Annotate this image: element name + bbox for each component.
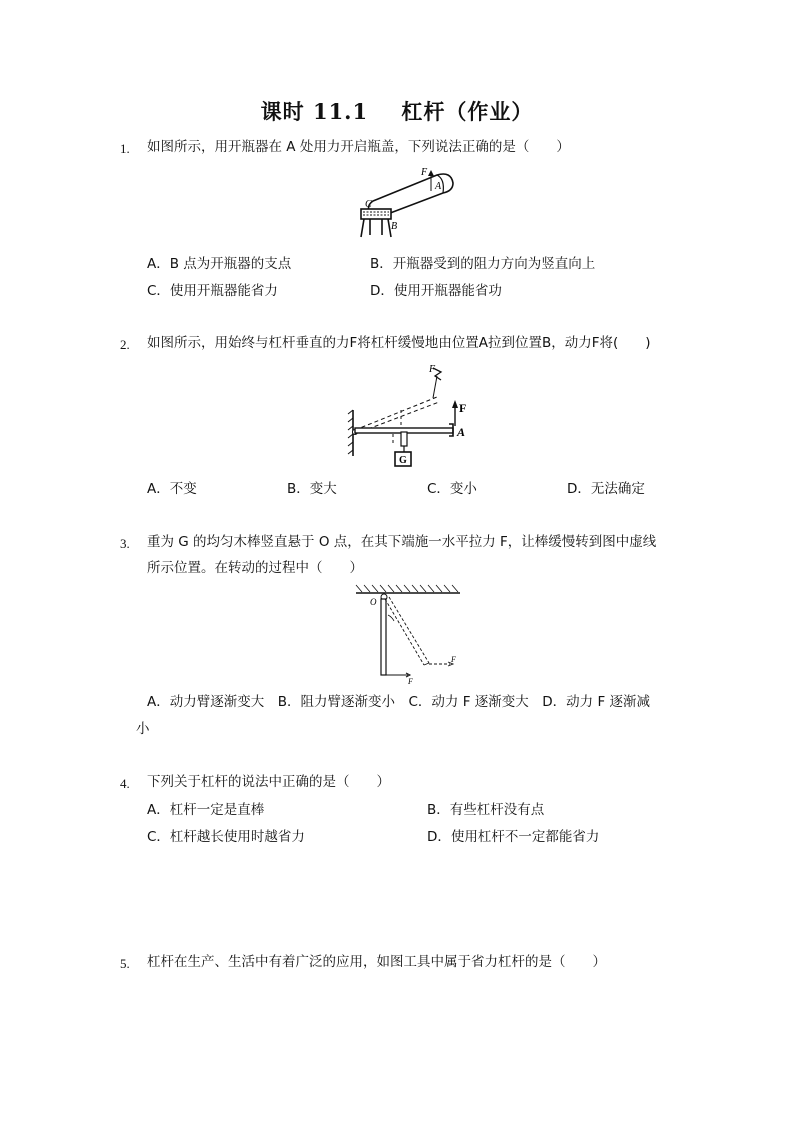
question-2-stem: 如图所示，用始终与杠杆垂直的力F将杠杆缓慢地由位置A拉到位置B，动力F将( ): [147, 335, 651, 351]
label-f-right-q3: F: [451, 655, 456, 664]
label-f-top-q2: F: [429, 364, 436, 375]
question-5-number: 5.: [120, 956, 130, 971]
bottle-opener-figure: [355, 165, 465, 245]
q4-option-d[interactable]: D．使用杠杆不一定都能省力: [427, 829, 600, 845]
question-3-stem-line1: 重为 G 的均匀木棒竖直悬于 O 点，在其下端施一水平拉力 F，让棒缓慢转到图中虚线: [147, 534, 657, 550]
lever-rotation-figure: [345, 362, 470, 472]
q3-options-line2: 小: [136, 721, 150, 737]
label-a-q2: A: [457, 425, 466, 439]
question-1-stem: 如图所示，用开瓶器在 A 处用力开启瓶盖，下列说法正确的是（ ）: [147, 139, 570, 155]
q1-option-b[interactable]: B．开瓶器受到的阻力方向为竖直向上: [370, 256, 596, 272]
label-f-bottom-q3: F: [408, 677, 413, 686]
label-a-q1: A: [435, 181, 442, 192]
q1-option-a[interactable]: A．B 点为开瓶器的支点: [147, 256, 292, 272]
question-4-stem: 下列关于杠杆的说法中正确的是（ ）: [147, 774, 390, 790]
label-f-q2: F: [459, 401, 467, 415]
question-5-stem: 杠杆在生产、生活中有着广泛的应用，如图工具中属于省力杠杆的是（ ）: [147, 954, 606, 970]
label-f-q1: F: [421, 167, 428, 178]
q2-option-b[interactable]: B．变大: [287, 481, 337, 497]
q2-option-d[interactable]: D．无法确定: [567, 481, 645, 497]
title-lesson: 课时 11.1: [260, 99, 369, 124]
page-title: [0, 96, 794, 126]
question-4-number: 4.: [120, 776, 130, 791]
q3-options-line1[interactable]: A．动力臂逐渐变大 B．阻力臂逐渐变小 C．动力 F 逐渐变大 D．动力 F 逐渐减: [147, 694, 651, 710]
label-b-q1: B: [391, 221, 398, 232]
q4-option-b[interactable]: B．有些杠杆没有点: [427, 802, 545, 818]
q2-option-c[interactable]: C．变小: [427, 481, 477, 497]
label-g-q2: G: [399, 455, 407, 466]
q1-option-d[interactable]: D．使用开瓶器能省功: [370, 283, 502, 299]
question-3-number: 3.: [120, 536, 130, 551]
q1-option-c[interactable]: C．使用开瓶器能省力: [147, 283, 278, 299]
label-o-q3: O: [370, 597, 377, 607]
title-topic: 杠杆（作业）: [401, 99, 534, 124]
q4-option-a[interactable]: A．杠杆一定是直棒: [147, 802, 265, 818]
q2-option-a[interactable]: A．不变: [147, 481, 197, 497]
question-2-number: 2.: [120, 337, 130, 352]
hanging-rod-figure: [352, 585, 467, 685]
label-c-q1: C: [365, 199, 372, 210]
question-1-number: 1.: [120, 141, 130, 156]
question-3-stem-line2: 所示位置。在转动的过程中（ ）: [147, 560, 363, 576]
q4-option-c[interactable]: C．杠杆越长使用时越省力: [147, 829, 305, 845]
